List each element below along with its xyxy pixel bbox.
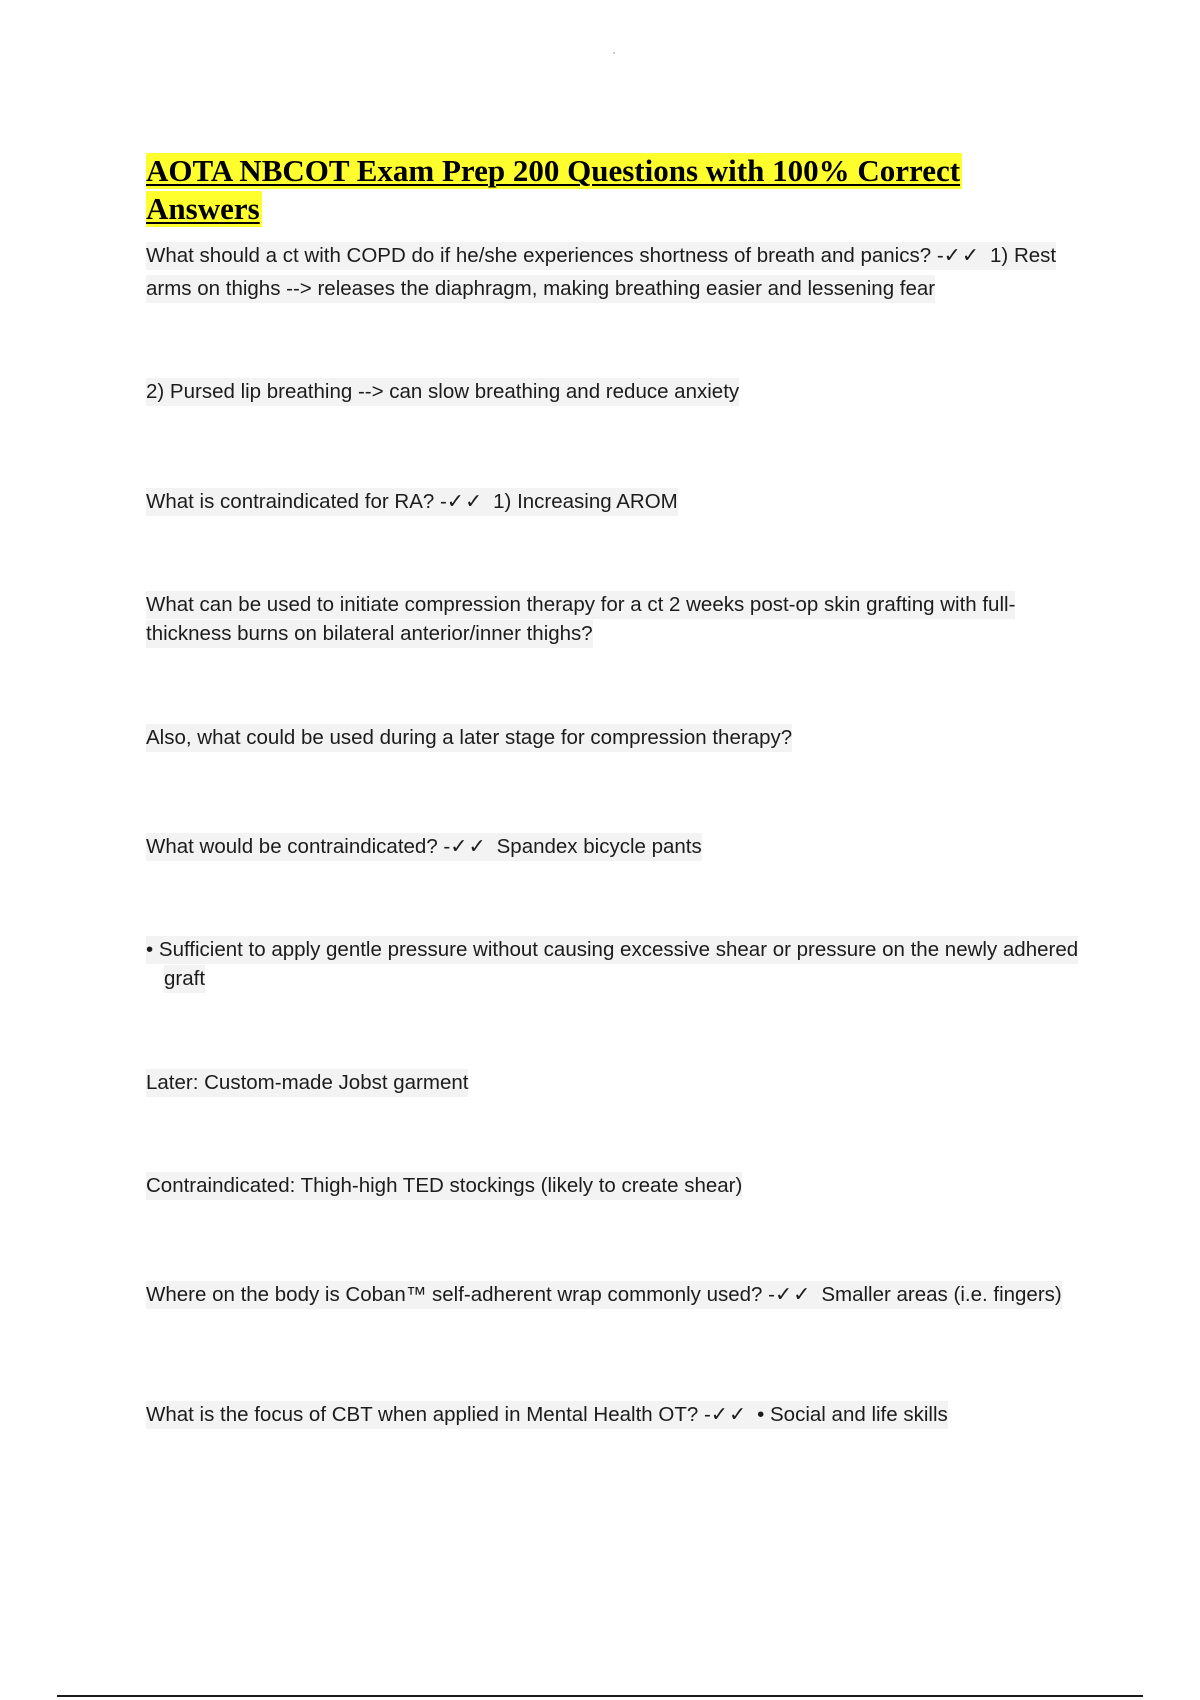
paragraph-text: What can be used to initiate compression therapy for a ct 2 weeks post-op skin grafting with full-thickness burns on bilateral anterior/inner thighs? [146, 591, 1015, 648]
answer-text: Spandex bicycle pants [496, 835, 702, 858]
document-title [146, 152, 1026, 228]
question-text: Where on the body is Coban™ self-adherent wrap commonly used? - [146, 1283, 775, 1306]
qa-item-contraindicated [146, 830, 1076, 863]
bullet-text [146, 936, 1078, 993]
question-text: What is the focus of CBT when applied in Mental Health OT? - [146, 1403, 711, 1426]
check-mark-icon: ✓✓ [774, 1282, 812, 1306]
answer-text: 1) Increasing AROM [493, 490, 678, 513]
qa-text [146, 833, 702, 861]
qa-text [146, 1401, 948, 1429]
qa-text [146, 1281, 1062, 1309]
check-mark-icon: ✓✓ [710, 1402, 748, 1426]
qa-item-pursed-lip [146, 375, 1076, 408]
check-mark-icon: ✓✓ [943, 243, 981, 267]
paragraph-text: Also, what could be used during a later stage for compression therapy? [146, 724, 792, 752]
answer-text: • Social and life skills [757, 1403, 948, 1426]
answer-text: 1) Rest arms on thighs --> releases the diaphragm, making breathing easier and lessening fear [146, 244, 1057, 300]
answer-text: Smaller areas (i.e. fingers) [821, 1283, 1062, 1306]
qa-item-ted [146, 1169, 1076, 1202]
question-text: What is contraindicated for RA? - [146, 490, 447, 513]
qa-item-later-stage [146, 721, 1076, 754]
qa-item-ra [146, 485, 1076, 518]
check-mark-icon: ✓✓ [450, 834, 487, 858]
check-mark-icon: ✓✓ [446, 489, 484, 513]
qa-text [146, 242, 1056, 303]
paragraph-text: Later: Custom-made Jobst garment [146, 1069, 468, 1097]
bullet-icon: • [146, 938, 154, 961]
question-text: What should a ct with COPD do if he/she experiences shortness of breath and panics? - [146, 244, 944, 267]
qa-item-cbt [146, 1398, 1076, 1431]
qa-item-jobst [146, 1066, 1076, 1099]
paragraph-text: Sufficient to apply gentle pressure without causing excessive shear or pressure on the newly adhered graft [158, 938, 1079, 990]
paragraph-text: 2) Pursed lip breathing --> can slow breathing and reduce anxiety [146, 378, 739, 406]
title-highlight: AOTA NBCOT Exam Prep 200 Questions with 100% Correct Answers [146, 153, 961, 226]
page-mark [613, 52, 615, 54]
paragraph-text: Contraindicated: Thigh-high TED stockings (likely to create shear) [146, 1172, 742, 1200]
qa-text [146, 488, 678, 516]
qa-item-compression [146, 590, 1076, 648]
qa-item-coban [146, 1278, 1076, 1311]
qa-item-sufficient [146, 935, 1094, 993]
question-text: What would be contraindicated? - [146, 835, 451, 858]
page-bottom-rule [57, 1695, 1143, 1697]
qa-item-copd [146, 239, 1076, 305]
